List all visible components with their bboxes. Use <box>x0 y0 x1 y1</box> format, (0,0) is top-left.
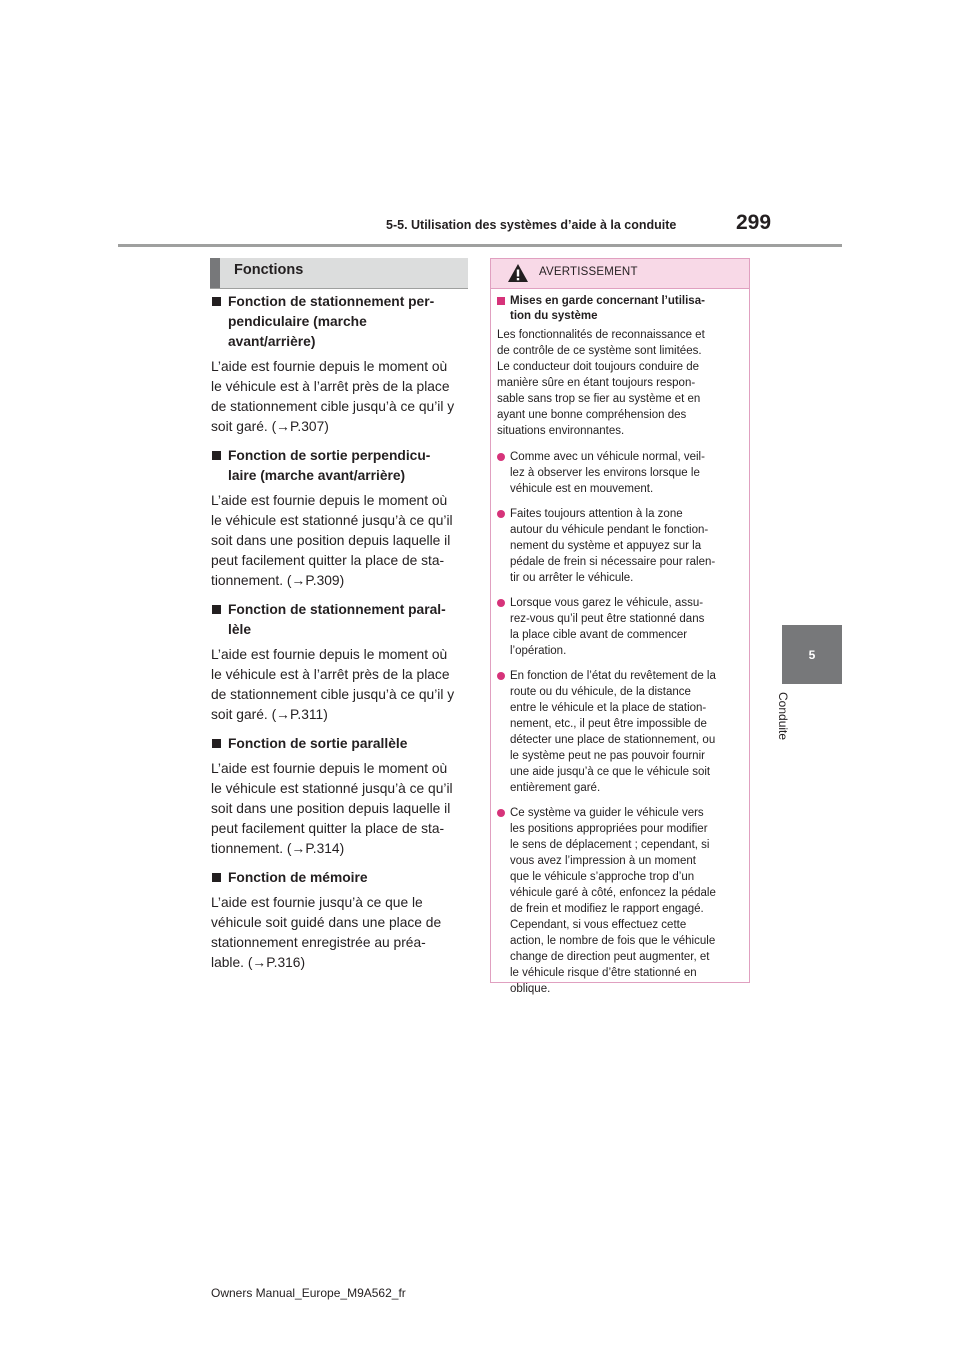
text-line: vous avez l’impression à un moment <box>510 855 696 867</box>
text-line: Faites toujours attention à la zone <box>510 508 683 520</box>
running-header-title: 5-5. Utilisation des systèmes d’aide à la conduite <box>386 218 677 232</box>
text-line: entre le véhicule et la place de station- <box>510 702 707 714</box>
function-description <box>211 491 469 591</box>
square-bullet-icon <box>212 605 221 614</box>
text-line: de stationnement cible jusqu’à ce qu’il y <box>211 399 455 414</box>
circle-bullet-icon <box>497 809 505 817</box>
text-line: peut facilement quitter la place de sta- <box>211 553 445 568</box>
header-rule <box>118 244 842 247</box>
text-line: Ce système va guider le véhicule vers <box>510 807 704 819</box>
text-line: autour du véhicule pendant le fonction- <box>510 524 709 536</box>
warning-header <box>491 259 749 289</box>
text-line: L’aide est fournie depuis le moment où <box>211 761 448 776</box>
text-line: rez-vous qu’il peut être stationné dans <box>510 613 705 625</box>
function-description <box>211 357 469 437</box>
text-line: tir ou arrêter le véhicule. <box>510 572 634 584</box>
section-rule <box>210 288 468 289</box>
text-line: L’aide est fournie depuis le moment où <box>211 493 448 508</box>
text-line: une aide jusqu’à ce que le véhicule soit <box>510 766 711 778</box>
text-line: ayant une bonne compréhension des <box>497 409 687 421</box>
warning-subheading <box>497 294 741 323</box>
warning-body <box>491 289 749 997</box>
text-line: nement, etc., il peut être impossible de <box>510 718 707 730</box>
text-line: nement du système et appuyez sur la <box>510 540 702 552</box>
text-line: soit garé. (→P.307) <box>211 419 329 434</box>
warning-bullet <box>497 668 741 796</box>
text-line: sable sans trop se fier au système et en <box>497 393 701 405</box>
square-bullet-icon <box>497 297 505 305</box>
section-heading <box>210 258 468 288</box>
text-line: que le véhicule s’approche trop d’un <box>510 871 695 883</box>
text-line: les positions appropriées pour modifier <box>510 823 708 835</box>
text-line: Fonction de stationnement paral- <box>228 602 446 617</box>
text-line: Le conducteur doit toujours conduire de <box>497 361 700 373</box>
circle-bullet-icon <box>497 510 505 518</box>
text-line: le véhicule est stationné jusqu’à ce qu’il <box>211 781 453 796</box>
warning-title: AVERTISSEMENT <box>539 266 638 278</box>
text-line: laire (marche avant/arrière) <box>228 468 406 483</box>
square-bullet-icon <box>212 297 221 306</box>
chapter-label <box>776 692 806 752</box>
function-heading <box>211 446 469 486</box>
function-heading <box>211 292 469 352</box>
text-line: lable. (→P.316) <box>211 955 306 970</box>
text-line: situations environnantes. <box>497 425 625 437</box>
text-line: de contrôle de ce système sont limitées. <box>497 345 702 357</box>
text-line: tionnement. (→P.309) <box>211 573 345 588</box>
text-line: Fonction de sortie perpendicu- <box>228 448 431 463</box>
text-line: pendiculaire (marche <box>228 314 367 329</box>
warning-box <box>490 258 750 995</box>
functions-column <box>211 292 469 982</box>
text-line: soit dans une position depuis laquelle il <box>211 533 451 548</box>
text-line: l’opération. <box>510 645 567 657</box>
text-line: Mises en garde concernant l’utilisa- <box>510 295 705 307</box>
text-line: L’aide est fournie jusqu’à ce que le <box>211 895 423 910</box>
function-heading <box>211 734 469 754</box>
text-line: Fonction de stationnement per- <box>228 294 435 309</box>
function-description <box>211 645 469 725</box>
text-line: le véhicule est à l’arrêt près de la place <box>211 667 450 682</box>
square-bullet-icon <box>212 451 221 460</box>
square-bullet-icon <box>212 873 221 882</box>
text-line: Comme avec un véhicule normal, veil- <box>510 451 705 463</box>
text-line: le véhicule est à l’arrêt près de la place <box>211 379 450 394</box>
text-line: lèle <box>228 622 252 637</box>
text-line: L’aide est fournie depuis le moment où <box>211 647 448 662</box>
square-bullet-icon <box>212 739 221 748</box>
warning-intro <box>497 327 741 439</box>
text-line: lez à observer les environs lorsque le <box>510 467 700 479</box>
text-line: manière sûre en étant toujours respon- <box>497 377 696 389</box>
text-line: le véhicule est stationné jusqu’à ce qu’il <box>211 513 453 528</box>
text-line: En fonction de l’état du revêtement de la <box>510 670 716 682</box>
text-line: le système peut ne pas pouvoir fournir <box>510 750 705 762</box>
text-line: oblique. <box>510 983 551 995</box>
text-line: Les fonctionnalités de reconnaissance et <box>497 329 705 341</box>
chapter-tab <box>782 625 842 684</box>
text-line: stationnement enregistrée au préa- <box>211 935 426 950</box>
text-line: véhicule garé à côté, enfoncez la pédale <box>510 887 716 899</box>
warning-triangle-icon <box>507 263 529 283</box>
text-line: détecter une place de stationnement, ou <box>510 734 716 746</box>
text-line: route ou du véhicule, de la distance <box>510 686 691 698</box>
footer-manual-id: Owners Manual_Europe_M9A562_fr <box>211 1286 406 1300</box>
text-line: L’aide est fournie depuis le moment où <box>211 359 448 374</box>
function-description <box>211 893 469 973</box>
text-line: Cependant, si vous effectuez cette <box>510 919 687 931</box>
circle-bullet-icon <box>497 672 505 680</box>
warning-bullet <box>497 595 741 659</box>
text-line: entièrement garé. <box>510 782 601 794</box>
text-line: véhicule soit guidé dans une place de <box>211 915 442 930</box>
text-line: soit garé. (→P.311) <box>211 707 328 722</box>
text-line: le véhicule risque d’être stationné en <box>510 967 697 979</box>
page-number: 299 <box>736 211 772 234</box>
text-line: pédale de frein si nécessaire pour ralen- <box>510 556 716 568</box>
text-line: action, le nombre de fois que le véhicule <box>510 935 716 947</box>
text-line: avant/arrière) <box>228 334 316 349</box>
function-heading <box>211 868 469 888</box>
text-line: tion du système <box>510 309 598 322</box>
section-title: Fonctions <box>234 262 304 278</box>
warning-bullet <box>497 449 741 497</box>
circle-bullet-icon <box>497 599 505 607</box>
text-line: de stationnement cible jusqu’à ce qu’il y <box>211 687 455 702</box>
circle-bullet-icon <box>497 453 505 461</box>
function-heading <box>211 600 469 640</box>
text-line: Fonction de mémoire <box>228 870 368 885</box>
chapter-label-text: Conduite <box>776 692 790 741</box>
text-line: la place cible avant de commencer <box>510 629 688 641</box>
text-line: le sens de déplacement ; cependant, si <box>510 839 710 851</box>
warning-bullet <box>497 506 741 586</box>
text-line: soit dans une position depuis laquelle il <box>211 801 451 816</box>
function-description <box>211 759 469 859</box>
text-line: véhicule est en mouvement. <box>510 483 654 495</box>
text-line: Lorsque vous garez le véhicule, assu- <box>510 597 704 609</box>
text-line: Fonction de sortie parallèle <box>228 736 408 751</box>
text-line: change de direction peut augmenter, et <box>510 951 710 963</box>
text-line: peut facilement quitter la place de sta- <box>211 821 445 836</box>
text-line: de frein et modifiez le rapport engagé. <box>510 903 704 915</box>
warning-bullet <box>497 805 741 997</box>
text-line: tionnement. (→P.314) <box>211 841 345 856</box>
chapter-number: 5 <box>808 647 816 662</box>
